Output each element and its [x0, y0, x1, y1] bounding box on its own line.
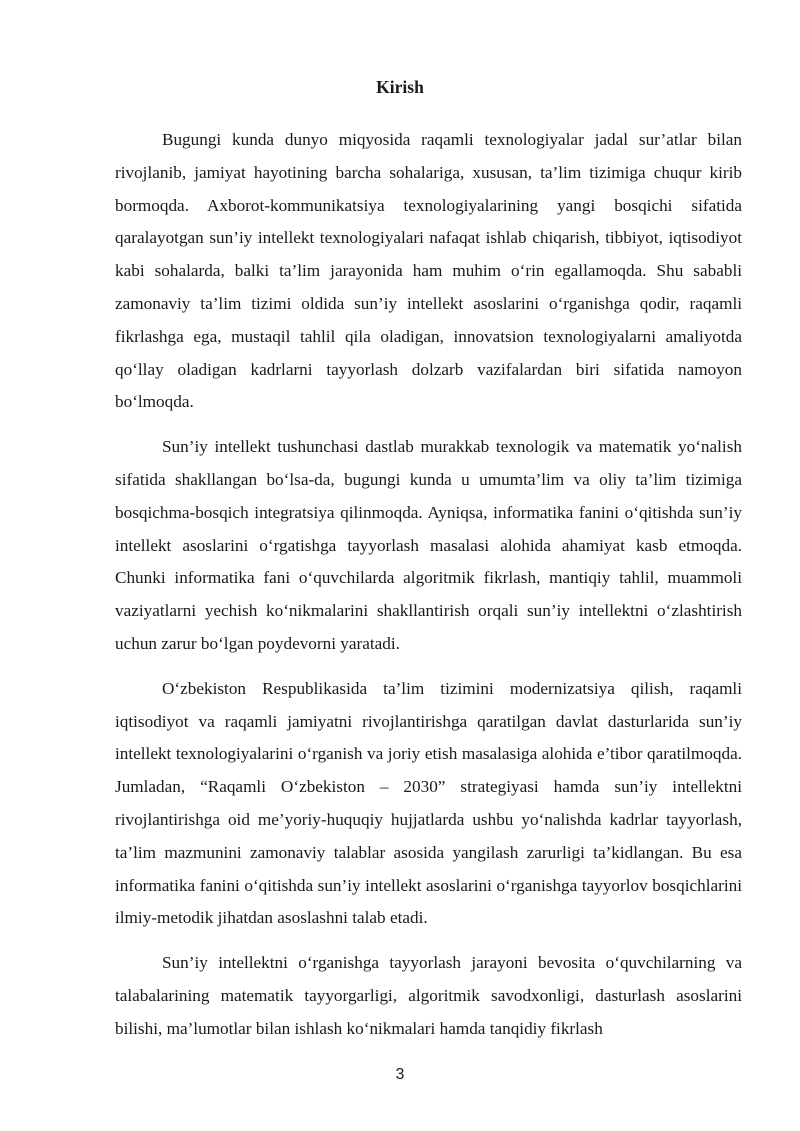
paragraph-2: Sun’iy intellekt tushunchasi dastlab murakkab texnologik va matematik yo‘nalish sifatida shakllangan bo‘lsa-da, bugungi kunda u umumta’lim va oliy ta’lim tizimiga bosqichma-bosqich integratsiya qilinmoqda. Ayniqsa, informatika fanini o‘qitishda sun’iy intellekt asoslarini o‘rgatishga tayyorlash masalasi alohida ahamiyat kasb etmoqda. Chunki informatika fani o‘quvchilarda algoritmik fikrlash, mantiqiy tahlil, muammoli vaziyatlarni yechish ko‘nikmalarini shakllantirish orqali sun’iy intellektni o‘zlashtirish uchun zarur bo‘lgan poydevorni yaratadi. [115, 437, 742, 653]
body-text [115, 124, 742, 1058]
paragraph-4: Sun’iy intellektni o‘rganishga tayyorlash jarayoni bevosita o‘quvchilarning va talabalarining matematik tayyorgarligi, algoritmik savodxonligi, dasturlash asoslarini bilishi, ma’lumotlar bilan ishlash ko‘nikmalari hamda tanqidiy fikrlash [115, 953, 742, 1038]
paragraph-3: O‘zbekiston Respublikasida ta’lim tizimini modernizatsiya qilish, raqamli iqtisodiyot va raqamli jamiyatni rivojlantirishga qaratilgan davlat dasturlarida sun’iy intellekt texnologiyalarini o‘rganish va joriy etish masalasiga alohida e’tibor qaratilmoqda. Jumladan, “Raqamli O‘zbekiston – 2030” strategiyasi hamda sun’iy intellektni rivojlantirishga oid me’yoriy-huquqiy hujjatlarda ushbu yo‘nalishda kadrlar tayyorlash, ta’lim mazmunini zamonaviy talablar asosida yangilash zarurligi ta’kidlangan. Bu esa informatika fanini o‘qitishda sun’iy intellekt asoslarini o‘rganishga tayyorlov bosqichlarini ilmiy-metodik jihatdan asoslashni talab etadi. [115, 678, 742, 928]
paragraph-1: Bugungi kunda dunyo miqyosida raqamli texnologiyalar jadal sur’atlar bilan rivojlanib, jamiyat hayotining barcha sohalariga, xususan, ta’lim tizimiga chuqur kirib bormoqda. Axborot-kommunikatsiya texnologiyalarining yangi bosqichi sifatida qaralayotgan sun’iy intellekt texnologiyalari nafaqat ishlab chiqarish, tibbiyot, iqtisodiyot kabi sohalarda, balki ta’lim jarayonida ham muhim o‘rin egallamoqda. Shu sababli zamonaviy ta’lim tizimi oldida sun’iy intellekt asoslarini o‘rganishga qodir, raqamli fikrlashga ega, mustaqil tahlil qila oladigan, innovatsion texnologiyalarni amaliyotda qo‘llay oladigan kadrlarni tayyorlash dolzarb vazifalardan biri sifatida namoyon bo‘lmoqda. [115, 130, 742, 412]
page-number: 3 [395, 1066, 405, 1083]
section-title: Kirish [376, 77, 424, 97]
